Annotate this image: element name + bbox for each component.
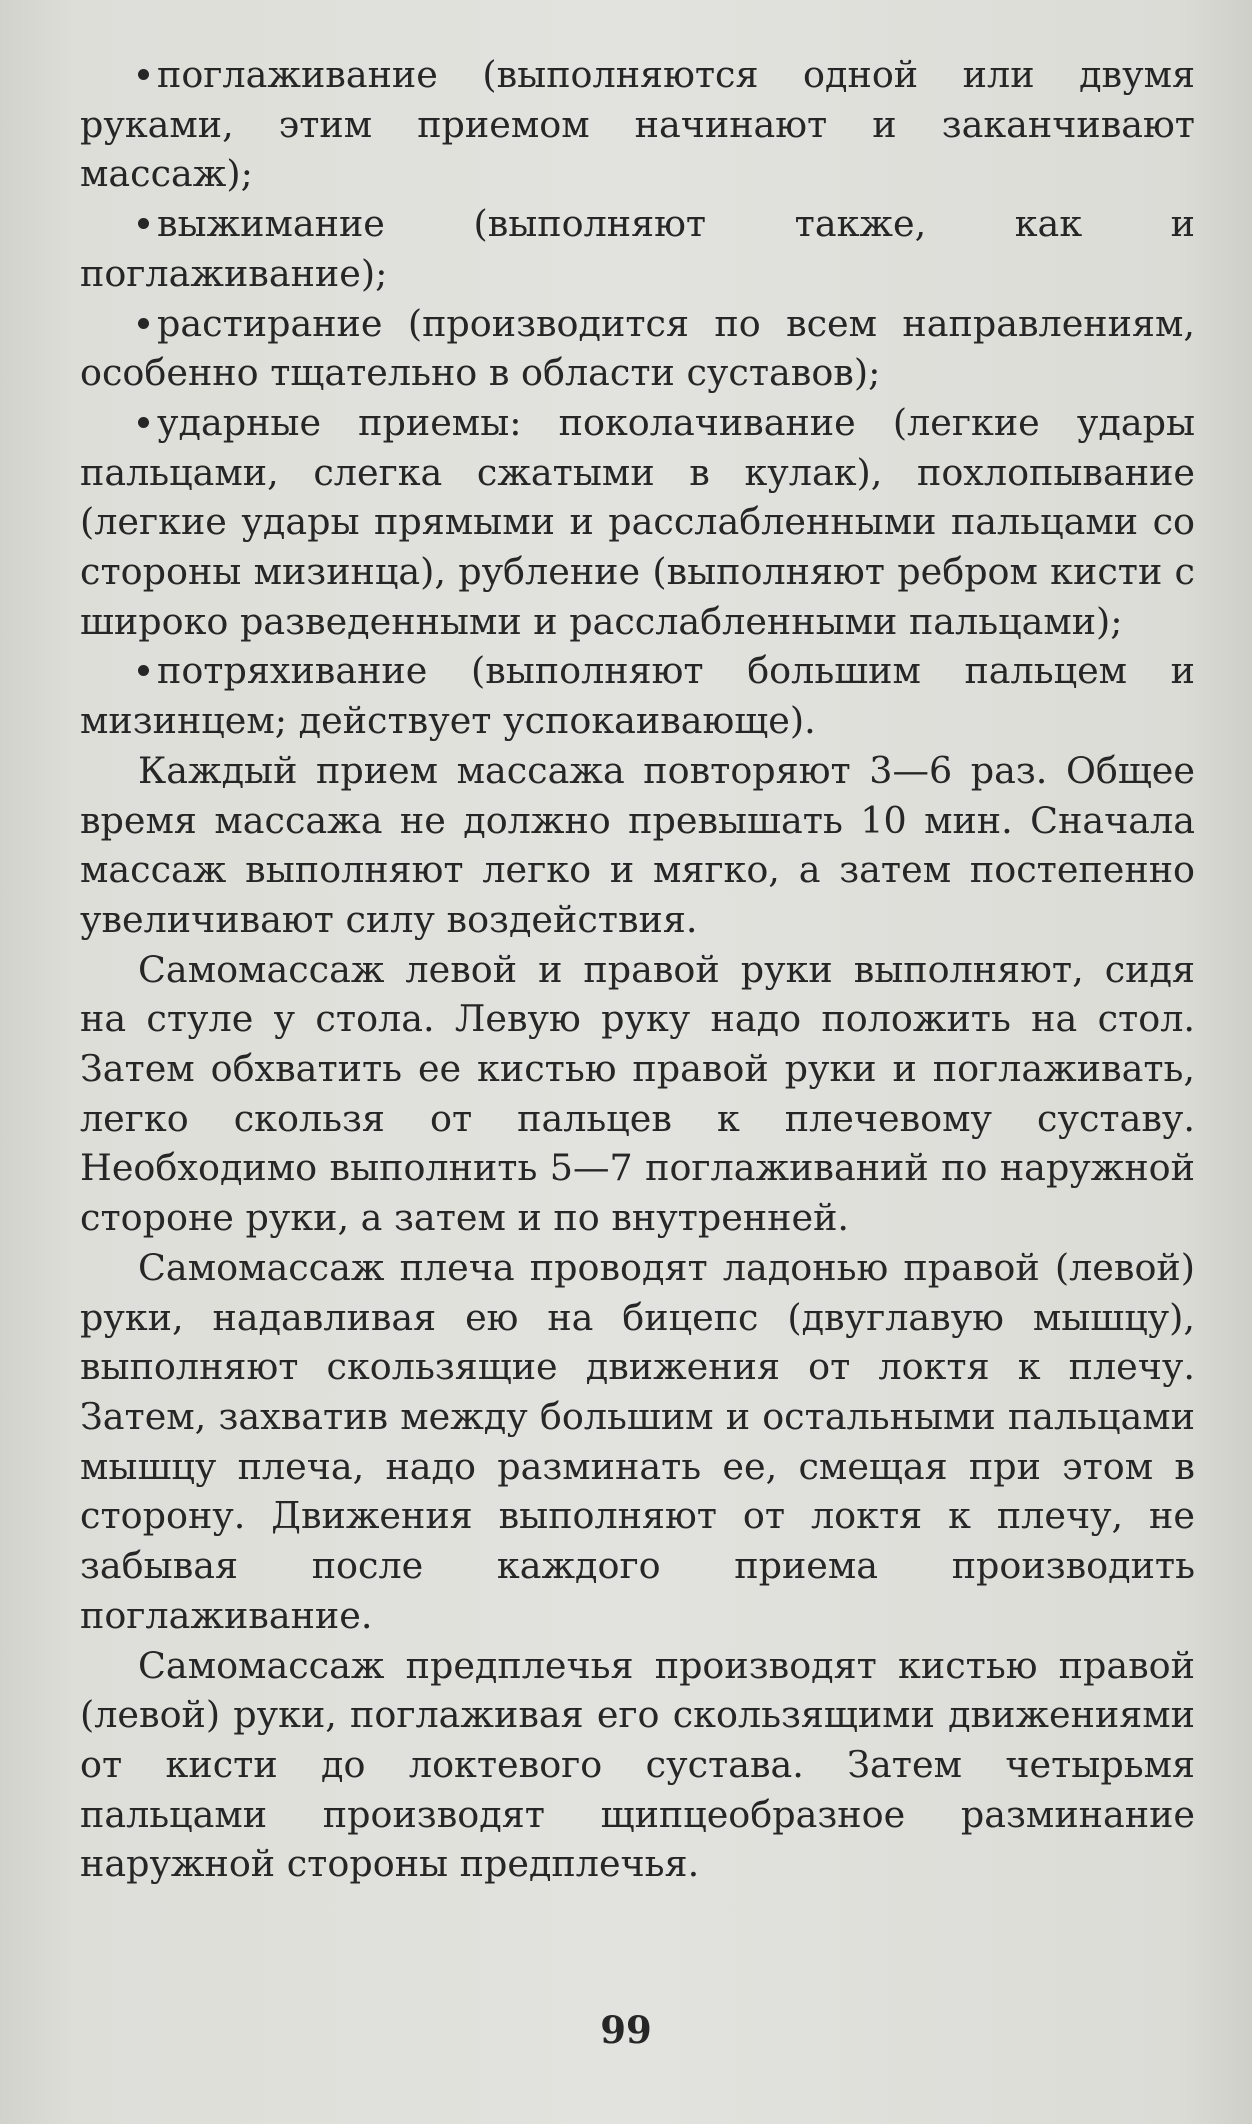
page-number: 99	[600, 2008, 652, 2052]
bullet-text: растирание (производится по всем направлениям, особенно тщательно в области суставов);	[80, 301, 1195, 395]
bullet-item	[80, 299, 1195, 398]
page-body	[80, 50, 1195, 1889]
bullet-icon	[138, 318, 149, 329]
paragraph: Самомассаж плеча проводят ладонью правой (левой) руки, надавливая ею на бицепс (двуглавую мышцу), выполняют скользящие движения от локтя к плечу. Затем, захватив между большим и остальными пальцами мышцу плеча, надо разминать ее, смещая при этом в сторону. Движения выполняют от локтя к плечу, не забывая после каждого приема производить поглаживание.	[80, 1245, 1195, 1637]
paragraph: Самомассаж предплечья производят кистью правой (левой) руки, поглаживая его скользящими движениями от кисти до локтевого сустава. Затем четырьмя пальцами производят щипцеобразное разминание наружной стороны предплечья.	[80, 1643, 1195, 1886]
bullet-icon	[138, 417, 149, 428]
bullet-item	[80, 50, 1195, 199]
paragraph: Каждый прием массажа повторяют 3—6 раз. Общее время массажа не должно превышать 10 мин. Сначала массаж выполняют легко и мягко, а затем постепенно увеличивают силу воздействия.	[80, 748, 1195, 941]
bullet-text: потряхивание (выполняют большим пальцем и мизинцем; действует успокаивающе).	[80, 649, 1195, 743]
paragraph: Самомассаж левой и правой руки выполняют, сидя на стуле у стола. Левую руку надо положить на стол. Затем обхватить ее кистью правой руки и поглаживать, легко скользя от пальцев к плечевому суставу. Необходимо выполнить 5—7 поглаживаний по наружной стороне руки, а затем и по внутренней.	[80, 947, 1195, 1240]
bullet-text: ударные приемы: поколачивание (легкие удары пальцами, слегка сжатыми в кулак), похлопывание (легкие удары прямыми и расслабленными пальцами со стороны мизинца), рубление (выполняют ребром кисти с широко разведенными и расслабленными пальцами);	[80, 400, 1195, 643]
bullet-icon	[138, 69, 149, 80]
bullet-item	[80, 646, 1195, 745]
bullet-text: выжимание (выполняют также, как и поглаживание);	[80, 202, 1195, 295]
bullet-item	[80, 398, 1195, 647]
bullet-icon	[138, 665, 149, 676]
bullet-icon	[138, 218, 149, 229]
bullet-item	[80, 199, 1195, 298]
bullet-text: поглаживание (выполняются одной или двумя руками, этим приемом начинают и заканчивают массаж);	[80, 53, 1195, 196]
